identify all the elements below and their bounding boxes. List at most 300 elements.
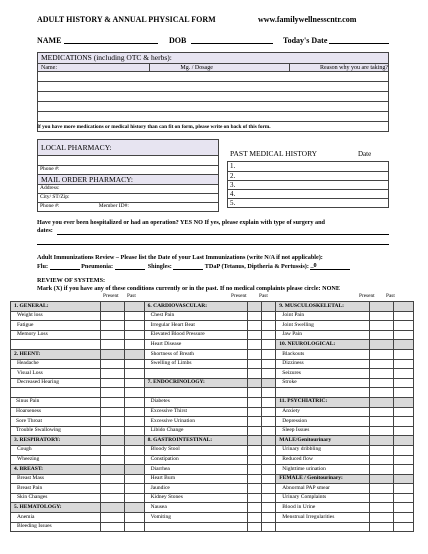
ros-condition-label: Joint Swelling xyxy=(276,321,370,331)
ros-past-checkbox[interactable] xyxy=(394,311,414,321)
ros-condition-label: Wheezing xyxy=(11,455,101,465)
history-item-2[interactable]: 2. xyxy=(228,172,389,181)
ros-section-header: 5. HEMATOLOGY: xyxy=(11,503,101,513)
ros-present-checkbox[interactable] xyxy=(100,407,124,417)
ros-condition-label: Dizziness xyxy=(276,359,370,369)
ros-condition-label: Abnormal PAP smear xyxy=(276,484,370,494)
ros-present-checkbox[interactable] xyxy=(100,513,124,523)
tdap-label: TDaP (Tetanus, Diptheria & Pertussis): xyxy=(204,263,309,270)
ros-past-checkbox[interactable] xyxy=(262,378,276,388)
ros-past-header-3: Past xyxy=(386,293,395,299)
ros-condition-label: Urinary dribbling xyxy=(276,445,370,455)
ros-present-header-3: Present xyxy=(359,293,375,299)
ros-present-checkbox[interactable] xyxy=(100,474,124,484)
ros-present-checkbox[interactable] xyxy=(248,302,262,312)
med-col-dosage: Mg. / Dosage xyxy=(150,64,290,72)
ros-present-checkbox[interactable] xyxy=(370,513,394,523)
past-history-title: PAST MEDICAL HISTORY xyxy=(230,149,318,158)
ros-present-checkbox[interactable] xyxy=(100,378,124,388)
ros-present-checkbox[interactable] xyxy=(248,484,262,494)
ros-condition-label: Seizures xyxy=(276,369,370,379)
ros-row xyxy=(11,340,414,350)
ros-condition-label xyxy=(144,522,248,532)
history-item-3[interactable]: 3. xyxy=(228,181,389,190)
ros-present-checkbox[interactable] xyxy=(100,445,124,455)
ros-past-checkbox[interactable] xyxy=(262,349,276,359)
ros-past-checkbox[interactable] xyxy=(394,388,414,398)
ros-condition-label: Chest Pain xyxy=(144,311,248,321)
ros-condition-label: Stroke xyxy=(276,378,370,388)
ros-section-header: FEMALE / Genitourinary: xyxy=(276,474,370,484)
ros-present-checkbox[interactable] xyxy=(100,302,124,312)
ros-present-checkbox[interactable] xyxy=(248,455,262,465)
ros-condition-label: Nausea xyxy=(144,503,248,513)
ros-row xyxy=(11,455,414,465)
ros-present-checkbox[interactable] xyxy=(248,369,262,379)
ros-past-checkbox[interactable] xyxy=(262,426,276,436)
ros-present-checkbox[interactable] xyxy=(370,407,394,417)
ros-past-checkbox[interactable] xyxy=(124,397,144,407)
ros-condition-label: Kidney Stones xyxy=(144,493,248,503)
local-pharmacy-title: LOCAL PHARMACY: xyxy=(38,140,219,156)
ros-present-checkbox[interactable] xyxy=(100,349,124,359)
pharmacy-table xyxy=(37,139,219,212)
ros-condition-label: Blood in Urine xyxy=(276,503,370,513)
ros-condition-label: Jaundice xyxy=(144,484,248,494)
ros-condition-label: Menstrual Irregularities xyxy=(276,513,370,523)
ros-section-header: 4. BREAST: xyxy=(11,465,101,475)
ros-condition-label: Hoarseness xyxy=(11,407,101,417)
ros-past-checkbox[interactable] xyxy=(262,484,276,494)
ros-past-checkbox[interactable] xyxy=(124,436,144,446)
ros-row xyxy=(11,330,414,340)
ros-condition-label: Excessive Urination xyxy=(144,417,248,427)
ros-past-checkbox[interactable] xyxy=(124,522,144,532)
ros-condition-label xyxy=(144,388,248,398)
ros-past-checkbox[interactable] xyxy=(394,436,414,446)
ros-condition-label: Memory Loss xyxy=(11,330,101,340)
ros-condition-label: Bleeding Issues xyxy=(11,522,101,532)
ros-past-checkbox[interactable] xyxy=(124,340,144,350)
history-item-5[interactable]: 5. xyxy=(228,199,389,208)
ros-condition-label: Joint Pain xyxy=(276,311,370,321)
ros-condition-label: Trouble Swallowing xyxy=(11,426,101,436)
past-history-date-label: Date xyxy=(358,150,372,158)
ros-present-checkbox[interactable] xyxy=(248,417,262,427)
ros-past-checkbox[interactable] xyxy=(124,330,144,340)
todays-date-field[interactable] xyxy=(329,43,389,44)
ros-past-checkbox[interactable] xyxy=(262,417,276,427)
ros-past-checkbox[interactable] xyxy=(394,349,414,359)
ros-condition-label xyxy=(144,369,248,379)
ros-past-checkbox[interactable] xyxy=(394,513,414,523)
ros-present-checkbox[interactable] xyxy=(370,340,394,350)
ros-past-checkbox[interactable] xyxy=(124,465,144,475)
ros-present-checkbox[interactable] xyxy=(100,359,124,369)
ros-present-checkbox[interactable] xyxy=(100,436,124,446)
ros-past-checkbox[interactable] xyxy=(262,340,276,350)
ros-present-checkbox[interactable] xyxy=(370,397,394,407)
ros-past-checkbox[interactable] xyxy=(124,474,144,484)
ros-condition-label: Irregular Heart Beat xyxy=(144,321,248,331)
ros-past-checkbox[interactable] xyxy=(394,302,414,312)
ros-condition-label: Reduced flow xyxy=(276,455,370,465)
ros-past-checkbox[interactable] xyxy=(262,493,276,503)
ros-present-checkbox[interactable] xyxy=(248,436,262,446)
ros-row xyxy=(11,378,414,388)
ros-section-header: 11. PSYCHIATRIC: xyxy=(276,397,370,407)
hospitalized-dates-field[interactable] xyxy=(57,234,389,235)
ros-present-header-2: Present xyxy=(231,293,247,299)
ros-present-checkbox[interactable] xyxy=(370,445,394,455)
ros-row xyxy=(11,407,414,417)
ros-condition-label: Sore Throat xyxy=(11,417,101,427)
ros-past-checkbox[interactable] xyxy=(124,493,144,503)
ros-present-checkbox[interactable] xyxy=(248,359,262,369)
ros-present-checkbox[interactable] xyxy=(248,349,262,359)
history-item-4[interactable]: 4. xyxy=(228,190,389,199)
ros-condition-label: Heart Burn xyxy=(144,474,248,484)
ros-condition-label: Nighttime urination xyxy=(276,465,370,475)
ros-past-checkbox[interactable] xyxy=(262,388,276,398)
ros-row xyxy=(11,359,414,369)
review-of-systems-table xyxy=(10,301,414,532)
ros-section-header: MALE/Genitourinary xyxy=(276,436,370,446)
shingles-label: Shingles: xyxy=(147,263,172,270)
ros-condition-label: Fatigue xyxy=(11,321,101,331)
ros-past-checkbox[interactable] xyxy=(124,378,144,388)
past-history-table xyxy=(227,161,389,208)
hospitalized-dates-label: dates: xyxy=(37,227,53,234)
ros-present-checkbox[interactable] xyxy=(370,465,394,475)
ros-present-checkbox[interactable] xyxy=(248,388,262,398)
form-title: ADULT HISTORY & ANNUAL PHYSICAL FORM xyxy=(37,15,216,24)
ros-present-checkbox[interactable] xyxy=(100,388,124,398)
ros-past-checkbox[interactable] xyxy=(262,503,276,513)
ros-past-checkbox[interactable] xyxy=(394,484,414,494)
ros-condition-label: Elevated Blood Pressure xyxy=(144,330,248,340)
ros-past-checkbox[interactable] xyxy=(394,330,414,340)
tdap-field[interactable] xyxy=(310,262,350,270)
ros-present-checkbox[interactable] xyxy=(370,388,394,398)
ros-condition-label xyxy=(276,388,370,398)
ros-past-checkbox[interactable] xyxy=(262,407,276,417)
ros-section-header: 8. GASTROINTESTINAL: xyxy=(144,436,248,446)
ros-past-checkbox[interactable] xyxy=(262,302,276,312)
ros-past-checkbox[interactable] xyxy=(124,311,144,321)
ros-past-checkbox[interactable] xyxy=(124,426,144,436)
ros-section-header: 7. ENDOCRINOLOGY: xyxy=(144,378,248,388)
divider xyxy=(37,244,389,245)
mail-pharmacy-address[interactable]: Address: xyxy=(38,185,219,194)
ros-row xyxy=(11,465,414,475)
ros-past-checkbox[interactable] xyxy=(394,321,414,331)
local-pharmacy-name-field[interactable] xyxy=(38,156,219,166)
ros-past-checkbox[interactable] xyxy=(394,445,414,455)
ros-row xyxy=(11,349,414,359)
ros-row xyxy=(11,321,414,331)
ros-section-header: 9. MUSCULOSKELETAL: xyxy=(276,302,370,312)
ros-condition-label: Vomiting xyxy=(144,513,248,523)
ros-present-checkbox[interactable] xyxy=(248,513,262,523)
ros-present-checkbox[interactable] xyxy=(100,522,124,532)
ros-past-checkbox[interactable] xyxy=(124,417,144,427)
ros-past-checkbox[interactable] xyxy=(262,455,276,465)
ros-past-checkbox[interactable] xyxy=(124,369,144,379)
flu-field[interactable] xyxy=(50,269,80,270)
ros-condition-label: Excessive Thirst xyxy=(144,407,248,417)
ros-past-checkbox[interactable] xyxy=(394,397,414,407)
ros-condition-label: Heart Disease xyxy=(144,340,248,350)
ros-present-checkbox[interactable] xyxy=(370,321,394,331)
todays-date-label: Today's Date xyxy=(283,36,328,45)
ros-present-checkbox[interactable] xyxy=(370,330,394,340)
member-id-label: Member ID#: xyxy=(98,203,129,210)
ros-condition-label: Visual Loss xyxy=(11,369,101,379)
flu-label: Flu: xyxy=(37,263,49,270)
med-row[interactable] xyxy=(38,82,389,92)
ros-present-checkbox[interactable] xyxy=(370,359,394,369)
ros-past-checkbox[interactable] xyxy=(394,493,414,503)
ros-title: REVIEW OF SYSTEMS: xyxy=(37,277,106,284)
ros-row xyxy=(11,493,414,503)
shingles-field[interactable] xyxy=(173,269,203,270)
ros-past-checkbox[interactable] xyxy=(262,513,276,523)
ros-present-checkbox[interactable] xyxy=(370,378,394,388)
ros-present-checkbox[interactable] xyxy=(100,417,124,427)
dob-label: DOB xyxy=(169,36,187,45)
ros-condition-label: Sleep Issues xyxy=(276,426,370,436)
ros-past-checkbox[interactable] xyxy=(262,330,276,340)
ros-condition-label: Headache xyxy=(11,359,101,369)
tdap-value: _0 xyxy=(310,262,317,269)
ros-present-checkbox[interactable] xyxy=(370,493,394,503)
ros-present-checkbox[interactable] xyxy=(100,321,124,331)
ros-row xyxy=(11,388,414,398)
ros-present-header-1: Present xyxy=(103,293,119,299)
ros-condition-label xyxy=(11,340,101,350)
ros-condition-label: Anemia xyxy=(11,513,101,523)
ros-condition-label: Decreased Hearing xyxy=(11,378,101,388)
ros-past-checkbox[interactable] xyxy=(124,503,144,513)
ros-present-checkbox[interactable] xyxy=(370,302,394,312)
ros-past-checkbox[interactable] xyxy=(394,426,414,436)
ros-condition-label xyxy=(276,522,370,532)
ros-instructions: Mark (X) if you have any of these conditions currently or in the past. If no medical complaints please circle: NONE xyxy=(37,285,340,292)
ros-present-checkbox[interactable] xyxy=(370,426,394,436)
ros-present-checkbox[interactable] xyxy=(370,311,394,321)
ros-section-header: 2. HEENT: xyxy=(11,349,101,359)
ros-condition-label: Sinus Pain xyxy=(11,397,101,407)
ros-present-checkbox[interactable] xyxy=(248,426,262,436)
ros-past-checkbox[interactable] xyxy=(262,474,276,484)
ros-condition-label: Depression xyxy=(276,417,370,427)
ros-present-checkbox[interactable] xyxy=(100,426,124,436)
ros-present-checkbox[interactable] xyxy=(100,340,124,350)
ros-past-checkbox[interactable] xyxy=(262,321,276,331)
ros-present-checkbox[interactable] xyxy=(100,503,124,513)
ros-present-checkbox[interactable] xyxy=(248,378,262,388)
ros-past-checkbox[interactable] xyxy=(124,455,144,465)
ros-present-checkbox[interactable] xyxy=(100,493,124,503)
local-pharmacy-phone[interactable]: Phone #: xyxy=(38,166,219,175)
ros-condition-label: Swelling of Limbs xyxy=(144,359,248,369)
medications-table xyxy=(37,52,389,132)
ros-past-checkbox[interactable] xyxy=(124,407,144,417)
ros-section-header: 10. NEUROLOGICAL: xyxy=(276,340,370,350)
ros-row xyxy=(11,522,414,532)
ros-past-checkbox[interactable] xyxy=(394,417,414,427)
ros-present-checkbox[interactable] xyxy=(100,455,124,465)
ros-condition-label: Shortness of Breath xyxy=(144,349,248,359)
ros-present-checkbox[interactable] xyxy=(248,407,262,417)
ros-past-checkbox[interactable] xyxy=(394,359,414,369)
name-label: NAME xyxy=(37,36,62,45)
ros-past-checkbox[interactable] xyxy=(262,359,276,369)
ros-section-header: 1. GENERAL: xyxy=(11,302,101,312)
ros-present-checkbox[interactable] xyxy=(248,311,262,321)
ros-condition-label: Anxiety xyxy=(276,407,370,417)
ros-present-checkbox[interactable] xyxy=(100,465,124,475)
ros-row xyxy=(11,513,414,523)
ros-row xyxy=(11,369,414,379)
ros-row xyxy=(11,484,414,494)
ros-present-checkbox[interactable] xyxy=(370,349,394,359)
ros-past-checkbox[interactable] xyxy=(394,522,414,532)
ros-past-checkbox[interactable] xyxy=(262,436,276,446)
ros-past-header-2: Past xyxy=(259,293,268,299)
med-col-name: Name: xyxy=(38,64,150,72)
ros-present-checkbox[interactable] xyxy=(370,436,394,446)
mail-phone-label: Phone #: xyxy=(40,203,60,210)
ros-condition-label xyxy=(11,388,101,398)
ros-past-checkbox[interactable] xyxy=(124,302,144,312)
ros-present-checkbox[interactable] xyxy=(370,474,394,484)
ros-condition-label: Blackouts xyxy=(276,349,370,359)
ros-present-checkbox[interactable] xyxy=(370,522,394,532)
mail-pharmacy-title: MAIL ORDER PHARMACY: xyxy=(38,175,219,185)
ros-past-checkbox[interactable] xyxy=(394,407,414,417)
ros-row xyxy=(11,302,414,312)
ros-past-checkbox[interactable] xyxy=(124,388,144,398)
ros-condition-label: Cough xyxy=(11,445,101,455)
ros-past-checkbox[interactable] xyxy=(124,321,144,331)
ros-row xyxy=(11,503,414,513)
ros-row xyxy=(11,436,414,446)
ros-condition-label: Jaw Pain xyxy=(276,330,370,340)
ros-past-checkbox[interactable] xyxy=(262,522,276,532)
ros-condition-label: Breast Pain xyxy=(11,484,101,494)
ros-row xyxy=(11,397,414,407)
ros-condition-label: Libido Change xyxy=(144,426,248,436)
ros-past-checkbox[interactable] xyxy=(124,359,144,369)
ros-present-checkbox[interactable] xyxy=(248,330,262,340)
ros-past-checkbox[interactable] xyxy=(262,465,276,475)
ros-present-checkbox[interactable] xyxy=(248,465,262,475)
ros-present-checkbox[interactable] xyxy=(248,474,262,484)
pneumonia-field[interactable] xyxy=(115,269,145,270)
ros-condition-label: Skin Changes xyxy=(11,493,101,503)
ros-row xyxy=(11,474,414,484)
immunizations-fields xyxy=(37,262,350,270)
ros-row xyxy=(11,426,414,436)
ros-past-checkbox[interactable] xyxy=(262,397,276,407)
med-row[interactable] xyxy=(38,72,389,82)
ros-present-checkbox[interactable] xyxy=(248,445,262,455)
ros-past-checkbox[interactable] xyxy=(394,474,414,484)
ros-condition-label: Bloody Stool xyxy=(144,445,248,455)
history-item-1[interactable]: 1. xyxy=(228,162,389,172)
ros-present-checkbox[interactable] xyxy=(100,330,124,340)
med-col-reason: Reason why you are taking? xyxy=(290,64,389,72)
ros-past-checkbox[interactable] xyxy=(394,378,414,388)
ros-present-checkbox[interactable] xyxy=(100,369,124,379)
ros-present-checkbox[interactable] xyxy=(370,369,394,379)
ros-present-checkbox[interactable] xyxy=(370,417,394,427)
ros-present-checkbox[interactable] xyxy=(248,321,262,331)
ros-past-header-1: Past xyxy=(127,293,136,299)
ros-past-checkbox[interactable] xyxy=(124,484,144,494)
ros-condition-label: Urinary Complaints xyxy=(276,493,370,503)
med-row[interactable] xyxy=(38,112,389,122)
ros-present-checkbox[interactable] xyxy=(100,397,124,407)
website: www.familywellnesscntr.com xyxy=(258,15,357,24)
ros-present-checkbox[interactable] xyxy=(100,484,124,494)
ros-present-checkbox[interactable] xyxy=(248,340,262,350)
ros-past-checkbox[interactable] xyxy=(394,503,414,513)
ros-present-checkbox[interactable] xyxy=(248,522,262,532)
dob-field[interactable] xyxy=(191,43,273,44)
ros-condition-label: Weight loss xyxy=(11,311,101,321)
ros-present-checkbox[interactable] xyxy=(370,503,394,513)
hospitalized-question: Have you ever been hospitalized or had an operation? YES NO If yes, please explain with type of surgery and xyxy=(37,219,325,226)
ros-row xyxy=(11,311,414,321)
ros-condition-label: Constipation xyxy=(144,455,248,465)
ros-present-checkbox[interactable] xyxy=(370,455,394,465)
ros-present-checkbox[interactable] xyxy=(248,493,262,503)
ros-past-checkbox[interactable] xyxy=(394,455,414,465)
mail-pharmacy-phone[interactable] xyxy=(38,203,219,212)
ros-past-checkbox[interactable] xyxy=(262,445,276,455)
ros-past-checkbox[interactable] xyxy=(394,465,414,475)
ros-section-header: 6. CARDIOVASCULAR: xyxy=(144,302,248,312)
ros-past-checkbox[interactable] xyxy=(262,311,276,321)
ros-past-checkbox[interactable] xyxy=(394,369,414,379)
ros-row xyxy=(11,445,414,455)
ros-present-checkbox[interactable] xyxy=(100,311,124,321)
ros-past-checkbox[interactable] xyxy=(124,349,144,359)
medications-note: If you have more medications or medical history than can fit on form, please write on back of this form. xyxy=(37,124,271,130)
ros-present-checkbox[interactable] xyxy=(248,503,262,513)
ros-present-checkbox[interactable] xyxy=(248,397,262,407)
immunizations-title: Adult Immunizations Review – Please list the Date of your Last Immunizations (write N/A if not applicable): xyxy=(37,254,323,261)
mail-pharmacy-city[interactable]: City/ ST/Zip: xyxy=(38,194,219,203)
medications-title: MEDICATIONS (including OTC & herbs): xyxy=(38,53,389,64)
med-row[interactable] xyxy=(38,92,389,102)
ros-condition-label: Breast Mass xyxy=(11,474,101,484)
ros-past-checkbox[interactable] xyxy=(262,369,276,379)
ros-past-checkbox[interactable] xyxy=(394,340,414,350)
ros-past-checkbox[interactable] xyxy=(124,513,144,523)
ros-past-checkbox[interactable] xyxy=(124,445,144,455)
ros-condition-label: Diabetes xyxy=(144,397,248,407)
ros-section-header: 3. RESPIRATORY: xyxy=(11,436,101,446)
ros-present-checkbox[interactable] xyxy=(370,484,394,494)
name-field[interactable] xyxy=(64,43,158,44)
med-row[interactable] xyxy=(38,102,389,112)
ros-condition-label: Diarrhea xyxy=(144,465,248,475)
ros-row xyxy=(11,417,414,427)
